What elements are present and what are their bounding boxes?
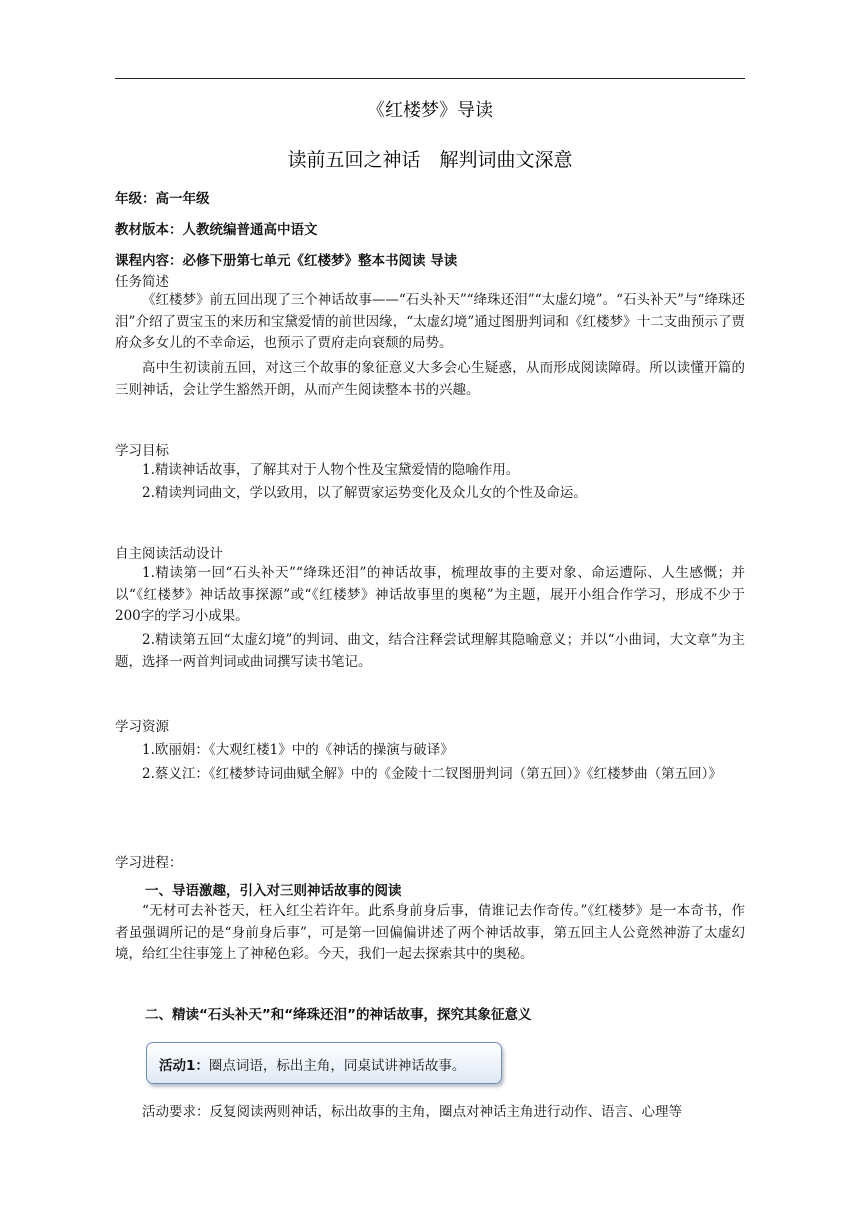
step-2-heading: 二、精读“石头补天”和“绛珠还泪”的神话故事，探究其象征意义 (145, 1007, 532, 1023)
design-item-2: 2.精读第五回“太虚幻境”的判词、曲文，结合注释尝试理解其隐喻意义；并以“小曲词，大文章”为主题，选择一两首判词或曲词撰写读书笔记。 (115, 632, 745, 670)
task-paragraph-1: 《红楼梦》前五回出现了三个神话故事——“石头补天”“绛珠还泪”“太虚幻境”。“石头补天”与“绛珠还泪”介绍了贾宝玉的来历和宝黛爱情的前世因缘，“太虚幻境”通过图册判词和《红楼梦》十二支曲预示了贾府众多女儿的不幸命运，也预示了贾府走向衰颓的局势。 (115, 292, 745, 351)
activity-content (159, 1054, 465, 1074)
design-item-1: 1.精读第一回“石头补天”“绛珠还泪”的神话故事，梳理故事的主要对象、命运遭际、人生感慨；并以“《红楼梦》神话故事探源”或“《红楼梦》神话故事里的奥秘”为主题，展开小组合作学习，形成不少于200字的学习小成果。 (115, 565, 745, 624)
process-heading: 学习进程： (115, 855, 183, 871)
design-heading: 自主阅读活动设计 (115, 546, 223, 562)
goal-item-2: 2.精读判词曲文，学以致用，以了解贾家运势变化及众儿女的个性及命运。 (142, 485, 587, 501)
step-1-heading: 一、导语激趣，引入对三则神话故事的阅读 (145, 883, 402, 899)
goal-item-1: 1.精读神话故事，了解其对于人物个性及宝黛爱情的隐喻作用。 (142, 462, 520, 478)
activity-box (146, 1042, 502, 1084)
document-title: 《红楼梦》导读 (367, 100, 493, 121)
resource-item-1: 1.欧丽娟：《大观红楼1》中的《神话的操演与破译》 (142, 742, 454, 758)
resources-heading: 学习资源 (115, 719, 169, 735)
activity-requirement: 活动要求：反复阅读两则神话，标出故事的主角，圈点对神话主角进行动作、语言、心理等 (142, 1104, 682, 1120)
goals-heading: 学习目标 (115, 443, 169, 459)
grade-line: 年级：高一年级 (115, 191, 210, 207)
course-line: 课程内容：必修下册第七单元《红楼梦》整本书阅读 导读 (115, 253, 458, 269)
resource-item-2: 2.蔡义江：《红楼梦诗词曲赋全解》中的《金陵十二钗图册判词（第五回）》《红楼梦曲（第五回）》 (142, 766, 722, 782)
header-rule (115, 78, 745, 79)
document-subtitle: 读前五回之神话 解判词曲文深意 (287, 149, 573, 171)
task-heading: 任务简述 (115, 274, 169, 290)
activity-label: 活动1： (159, 1058, 209, 1074)
edition-line: 教材版本：人教统编普通高中语文 (115, 222, 318, 238)
activity-text: 圈点词语，标出主角，同桌试讲神话故事。 (208, 1058, 466, 1074)
task-paragraph-2: 高中生初读前五回，对这三个故事的象征意义大多会心生疑惑，从而形成阅读障碍。所以读懂开篇的三则神话，会让学生豁然开朗，从而产生阅读整本书的兴趣。 (115, 360, 745, 398)
step-1-paragraph: “无材可去补苍天，枉入红尘若许年。此系身前身后事，倩谁记去作奇传。”《红楼梦》是一本奇书，作者虽强调所记的是“身前身后事”，可是第一回偏偏讲述了两个神话故事，第五回主人公竟然神游了太虚幻境，给红尘往事笼上了神秘色彩。今天，我们一起去探索其中的奥秘。 (115, 903, 745, 962)
